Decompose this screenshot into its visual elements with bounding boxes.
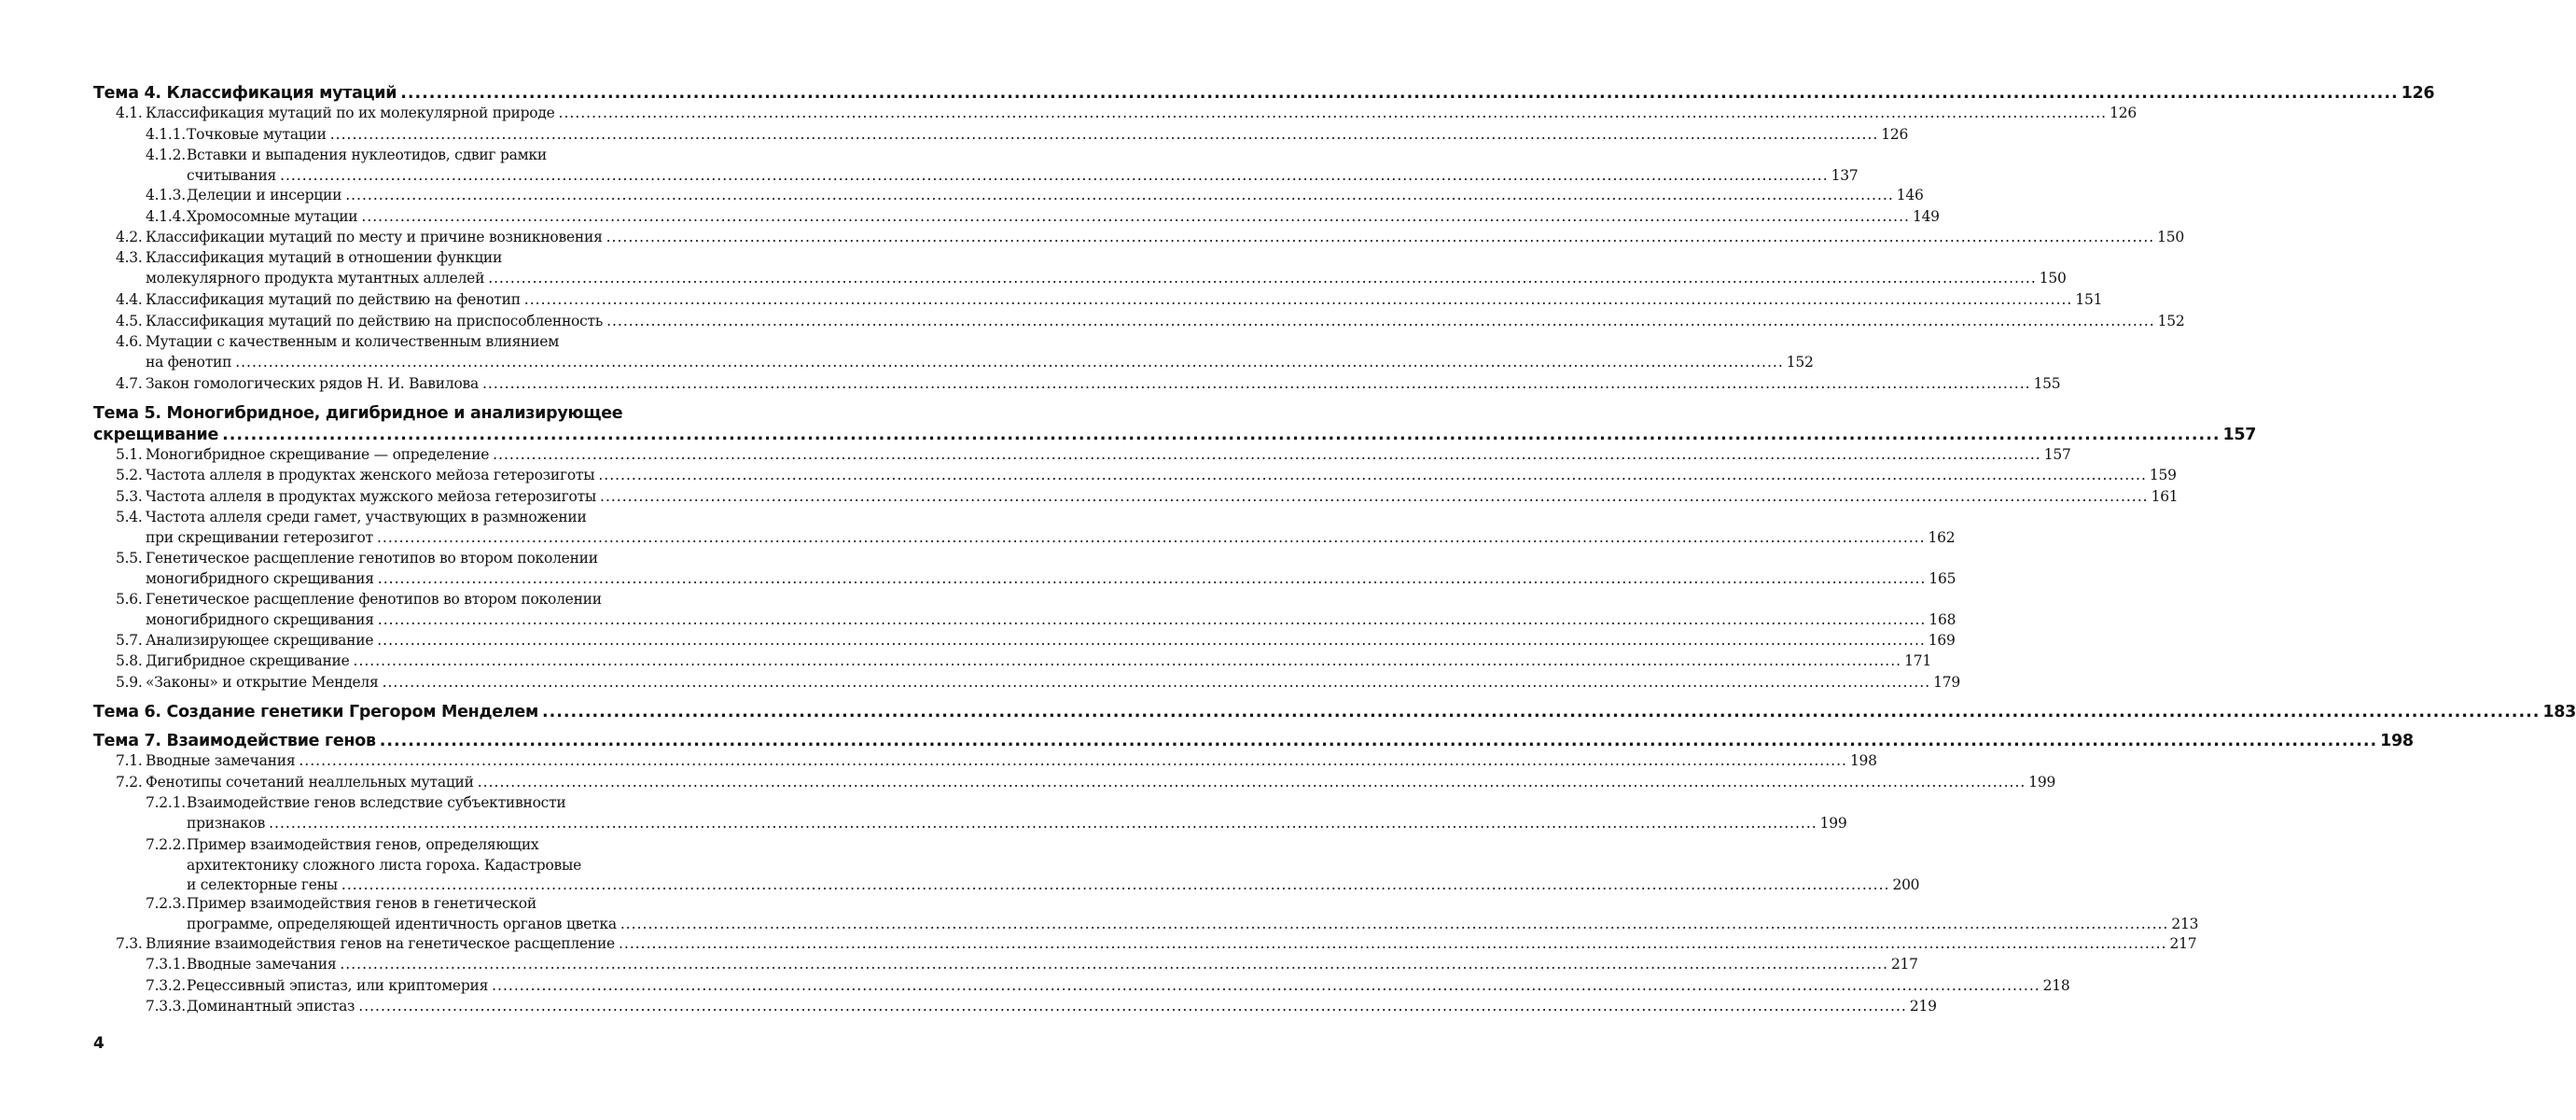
toc-number: 4.1. (116, 105, 143, 121)
toc-title-line: Вставки и выпадения нуклеотидов, сдвиг рамки (187, 147, 547, 163)
toc-page-number: 149 (1912, 208, 1940, 225)
toc-subsection (146, 792, 1847, 836)
toc-title-line: считывания (187, 166, 277, 184)
dot-leader (341, 875, 1890, 895)
toc-number: 5.7. (116, 632, 143, 649)
toc-number: 4.2. (116, 229, 143, 245)
toc-section (116, 507, 1956, 551)
dot-leader (380, 730, 2377, 752)
toc-title-line: моногибридного скрещивания (146, 569, 374, 587)
toc-page-number: 161 (2151, 488, 2179, 505)
toc-number: 4.1.3. (146, 187, 186, 203)
toc-section (116, 331, 1814, 375)
toc-title-line: Генетическое расщепление генотипов во втором поколении (146, 550, 598, 567)
toc-subsection (146, 996, 1937, 1020)
toc-number: 7.3.3. (146, 998, 186, 1015)
toc-number: 7.2.3. (146, 895, 186, 912)
dot-leader (598, 465, 2147, 485)
toc-page-number: 165 (1929, 569, 1956, 587)
dot-leader (235, 352, 1784, 372)
toc-page-number: 157 (2222, 426, 2257, 444)
toc-title-line: на фенотип (146, 353, 232, 371)
toc-page-number: 155 (2033, 375, 2061, 392)
toc-title-line: Тема 6. Создание генетики Грегором Менделем (93, 703, 538, 721)
toc-number: 5.2. (116, 467, 143, 483)
toc-title-line: программе, определяющей идентичность органов цветка (187, 915, 617, 932)
dot-leader (400, 82, 2398, 105)
toc-page-number: 198 (1849, 752, 1877, 769)
toc-page-number: 151 (2075, 291, 2103, 308)
toc-title-line: Дигибридное скрещивание (146, 652, 350, 669)
dot-leader (559, 103, 2108, 123)
toc-page-number: 146 (1896, 187, 1924, 203)
toc-section (116, 103, 2137, 127)
dot-leader (600, 486, 2149, 507)
toc-subsection (146, 185, 1924, 209)
toc-subsection (146, 145, 1859, 189)
toc-number: 4.7. (116, 375, 143, 392)
toc-title-line: Закон гомологических рядов Н. И. Вавилова (146, 375, 479, 392)
toc-section (116, 289, 2103, 314)
toc-title-line: скрещивание (93, 426, 219, 444)
toc-title-line: Взаимодействие генов вследствие субъективности (187, 794, 566, 811)
dot-leader (606, 311, 2155, 331)
toc-title-line: Генетическое расщепление фенотипов во втором поколении (146, 591, 602, 608)
toc-title-line: Классификация мутаций по их молекулярной природе (146, 105, 555, 121)
toc-page-number: 200 (1892, 876, 1920, 893)
toc-page-number: 199 (1819, 814, 1847, 832)
dot-leader (269, 813, 1817, 833)
toc-title-line: Хромосомные мутации (187, 208, 358, 225)
toc-number: 4.1.4. (146, 208, 186, 225)
dot-leader (330, 124, 1879, 145)
dot-leader (377, 527, 1926, 548)
toc-title-line: Частота аллеля в продуктах мужского мейоза гетерозиготы (146, 488, 597, 505)
toc-number: 7.1. (116, 752, 143, 769)
toc-number: 5.5. (116, 550, 143, 567)
dot-leader (299, 750, 1847, 771)
toc-page-number: 150 (2039, 269, 2067, 287)
toc-title-line: Частота аллеля среди гамет, участвующих в размножении (146, 509, 587, 525)
toc-page-number: 179 (1933, 674, 1960, 691)
toc-number: 5.1. (116, 446, 143, 463)
toc-title-line: признаков (187, 814, 266, 832)
toc-page-number: 198 (2380, 732, 2414, 750)
toc-title-line: моногибридного скрещивания (146, 610, 374, 628)
dot-leader (383, 672, 1931, 693)
toc-title-line: Частота аллеля в продуктах женского мейоза гетерозиготы (146, 467, 595, 483)
toc-page-number: 219 (1909, 998, 1937, 1015)
toc-number: 5.6. (116, 591, 143, 608)
toc-title-line: при скрещивании гетерозигот (146, 528, 373, 546)
toc-title-line: «Законы» и открытие Менделя (146, 674, 379, 691)
toc-page-number: 199 (2028, 774, 2056, 791)
toc-title-line: Пример взаимодействия генов, определяющих (187, 836, 539, 853)
toc-title-line: Тема 7. Взаимодействие генов (93, 732, 376, 750)
toc-number: 4.1.1. (146, 126, 186, 143)
toc-title-line: Вводные замечания (187, 956, 337, 973)
toc-title-line: Точковые мутации (187, 126, 327, 143)
dot-leader (358, 996, 1907, 1016)
toc-number: 5.9. (116, 674, 143, 691)
toc-section (116, 672, 1960, 696)
toc-page-number: 159 (2149, 467, 2177, 483)
toc-page-number: 171 (1904, 652, 1931, 669)
toc-page-number: 169 (1928, 632, 1956, 649)
dot-leader (620, 914, 2169, 934)
dot-leader (378, 609, 1927, 630)
dot-leader (493, 444, 2041, 465)
dot-leader (222, 424, 2220, 446)
toc-title-line: Тема 5. Моногибридное, дигибридное и анализирующее (93, 404, 623, 423)
toc-section (116, 750, 1877, 775)
toc-page-number: 126 (2110, 105, 2137, 121)
toc-number: 5.4. (116, 509, 143, 525)
dot-leader (492, 975, 2040, 996)
toc-page-number: 183 (2542, 703, 2576, 721)
dot-leader (524, 289, 2073, 310)
toc-page-number: 168 (1929, 610, 1956, 628)
toc-number: 4.1.2. (146, 147, 186, 163)
dot-leader (482, 373, 2031, 394)
toc-number: 7.3.1. (146, 956, 186, 973)
toc-title-line: Моногибридное скрещивание — определение (146, 446, 490, 463)
toc-title-line: Рецессивный эпистаз, или криптомерия (187, 977, 489, 994)
toc-number: 5.8. (116, 652, 143, 669)
dot-leader (377, 630, 1926, 651)
toc-page-number: 213 (2171, 915, 2199, 932)
toc-page-number: 217 (1890, 956, 1918, 973)
dot-leader (542, 701, 2540, 723)
dot-leader (280, 165, 1829, 186)
toc-number: 7.2.1. (146, 794, 186, 811)
toc-section (116, 651, 1931, 675)
dot-leader (478, 772, 2026, 792)
toc-page-number: 126 (1881, 126, 1909, 143)
toc-title-line: Фенотипы сочетаний неаллельных мутаций (146, 774, 474, 791)
toc-title-line: Пример взаимодействия генов в генетической (187, 895, 536, 912)
toc-page-number: 218 (2042, 977, 2070, 994)
toc-page-number: 150 (2157, 229, 2185, 245)
toc-number: 4.4. (116, 291, 143, 308)
toc-page-number: 157 (2043, 446, 2071, 463)
toc-topic (93, 701, 2576, 726)
page-number: 4 (93, 1034, 104, 1053)
toc-number: 4.6. (116, 333, 143, 350)
dot-leader (361, 206, 1910, 227)
toc-title-line: Делеции и инсерции (187, 187, 342, 203)
toc-title-line: Классификация мутаций по действию на приспособленность (146, 313, 604, 329)
toc-title-line: Вводные замечания (146, 752, 296, 769)
toc-page-number: 152 (1786, 353, 1814, 371)
dot-leader (488, 268, 2037, 288)
toc-page-number: 217 (2169, 935, 2197, 952)
dot-leader (378, 568, 1927, 589)
toc-title-line: Доминантный эпистаз (187, 998, 355, 1015)
toc-number: 4.5. (116, 313, 143, 329)
toc-title-line: Классификация мутаций по действию на фенотип (146, 291, 521, 308)
toc-title-line: Классификация мутаций в отношении функции (146, 249, 503, 266)
toc-page-number: 162 (1928, 528, 1956, 546)
toc-title-line: Тема 4. Классификация мутаций (93, 84, 397, 103)
dot-leader (619, 933, 2167, 954)
toc-subsection (146, 834, 1920, 899)
toc-title-line: и селекторные гены (187, 876, 338, 893)
toc-number: 7.3. (116, 935, 143, 952)
toc-page-number: 137 (1831, 166, 1859, 184)
toc-subsection (146, 893, 2199, 937)
toc-section (116, 548, 1956, 592)
toc-title-line: архитектонику сложного листа гороха. Кадастровые (187, 856, 582, 874)
dot-leader (606, 227, 2155, 247)
toc-title-line: Мутации с качественным и количественным влиянием (146, 333, 560, 350)
toc-section (116, 465, 2177, 489)
toc-title-line: Влияние взаимодействия генов на генетическое расщепление (146, 935, 615, 952)
toc-topic (93, 402, 2257, 449)
dot-leader (345, 185, 1894, 205)
toc-number: 7.2. (116, 774, 143, 791)
toc-section (116, 247, 2067, 291)
toc-number: 5.3. (116, 488, 143, 505)
toc-number: 7.2.2. (146, 836, 186, 853)
toc-page-number: 152 (2157, 313, 2185, 329)
toc-number: 4.3. (116, 249, 143, 266)
toc-number: 7.3.2. (146, 977, 186, 994)
toc-page-number: 126 (2401, 84, 2435, 103)
toc-title-line: молекулярного продукта мутантных аллелей (146, 269, 485, 287)
dot-leader (354, 651, 1902, 671)
toc-section (116, 589, 1956, 633)
dot-leader (340, 954, 1888, 974)
toc-title-line: Анализирующее скрещивание (146, 632, 374, 649)
toc-title-line: Классификации мутаций по месту и причине возникновения (146, 229, 603, 245)
toc-section (116, 373, 2061, 398)
toc-subsection (146, 954, 1918, 978)
